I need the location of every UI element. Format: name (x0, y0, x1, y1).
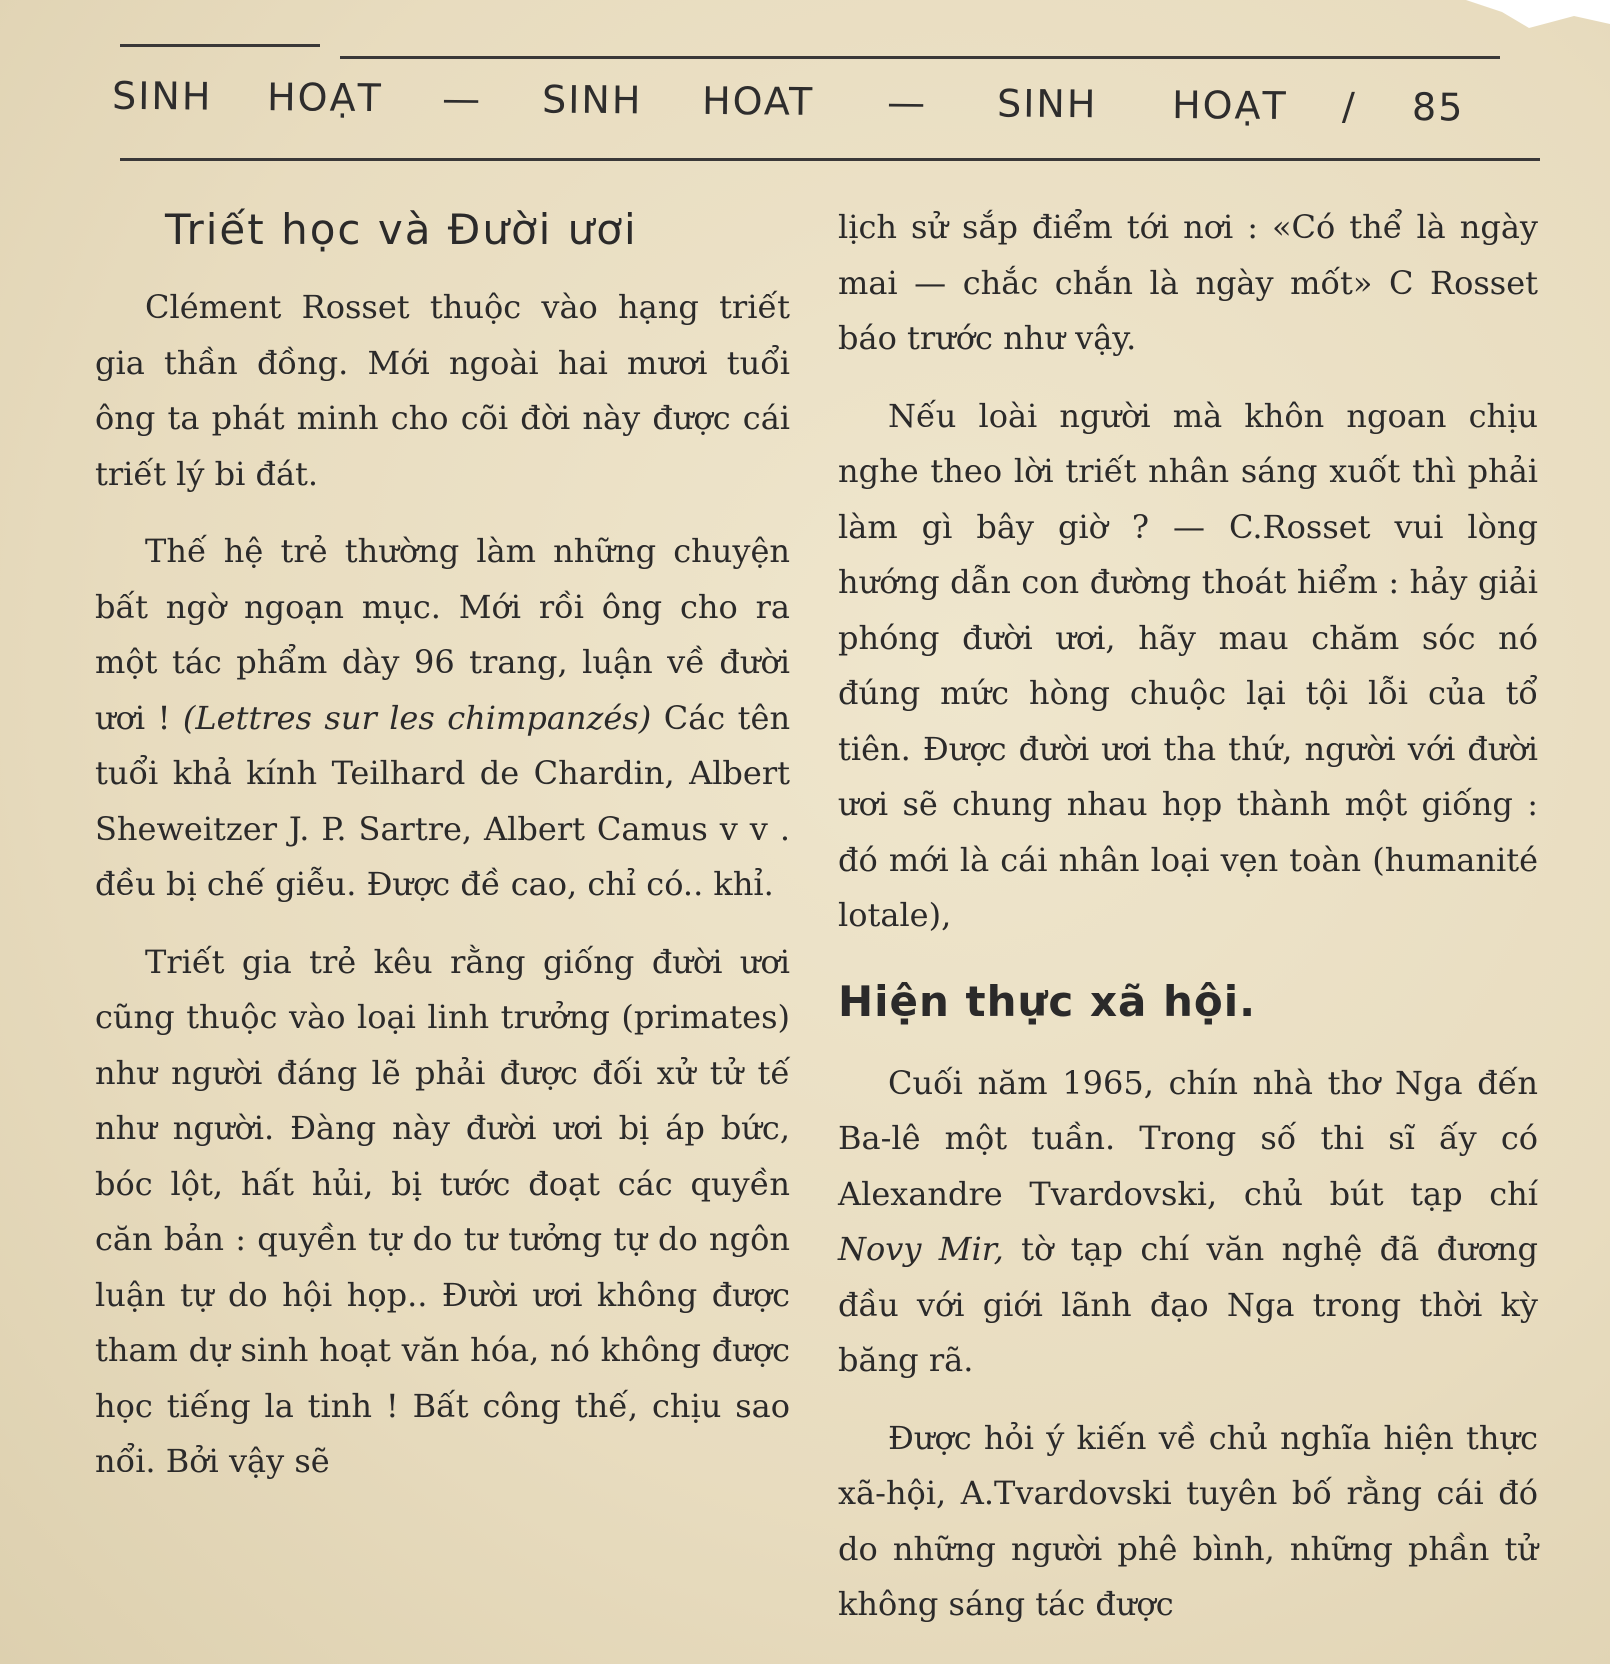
running-head-word: HOẠT (1171, 82, 1288, 128)
running-head-word: SINH (996, 81, 1098, 127)
running-head-word: HOAT (701, 78, 815, 124)
running-head-dash: — (441, 76, 483, 121)
running-head-word: HOẠT (266, 75, 383, 121)
page-number: 85 (1411, 85, 1465, 130)
running-head (112, 74, 1552, 147)
top-rule-long (340, 56, 1500, 59)
running-head-slash: / (1341, 84, 1358, 129)
top-rule-short (120, 44, 320, 47)
article-title: Triết học và Đười ươi (165, 205, 638, 254)
paragraph: Triết gia trẻ kêu rằng giống đười ươi cũng thuộc vào loại linh trưởng (primates) như người đáng lẽ phải được đối xử tử tế như người. Đàng này đười ươi bị áp bức, bóc lột, hất hủi, bị tước đoạt các quyền căn bản : quyền tự do tư tưởng tự do ngôn luận tự do hội họp.. Đười ươi không được tham dự sinh hoạt văn hóa, nó không được học tiếng la tinh ! Bất công thế, chịu sao nổi. Bởi vậy sẽ (95, 942, 790, 1480)
paragraph: Được hỏi ý kiến về chủ nghĩa hiện thực xã-hội, A.Tvardovski tuyên bố rằng cái đó do những người phê bình, những phần tử không sáng tác được (838, 1418, 1538, 1623)
paragraph-text: Thế hệ trẻ thường làm những chuyện bất ngờ ngoạn mục. Mới rồi ông cho ra một tác phẩm dày 96 trang, luận về đười ươi ! (95, 532, 790, 737)
head-bottom-rule (120, 158, 1540, 161)
running-head-word: SINH (541, 77, 643, 123)
paragraph-text: tờ tạp chí văn nghệ đã đương đầu với giới lãnh đạo Nga trong thời kỳ băng rã. (838, 1230, 1539, 1379)
paragraph: Nếu loài người mà khôn ngoan chịu nghe theo lời triết nhân sáng xuốt thì phải làm gì bây giờ ? — C.Rosset vui lòng hướng dẫn con đường thoát hiểm : hảy giải phóng đười ươi, hãy mau chăm sóc nó đúng mức hòng chuộc lại tội lỗi của tổ tiên. Được đười ươi tha thứ, người với đười ươi sẽ chung nhau họp thành một giống : đó mới là cái nhân loại vẹn toàn (humanité lotale), (838, 396, 1538, 934)
italic-title: (Lettres sur les chimpanzés) (182, 698, 652, 737)
paragraph-text: Các tên tuổi khả kính Teilhard de Chardin, Albert Sheweitzer J. P. Sartre, Albert Camus v v . đều bị chế giễu. Được đề cao, chỉ có.. khỉ. (95, 698, 791, 903)
paragraph-continued: lịch sử sắp điểm tới nơi : «Có thể là ngày mai — chắc chắn là ngày mốt» C Rosset báo trước như vậy. (838, 208, 1538, 357)
paragraph (95, 524, 790, 913)
running-head-dash: — (886, 80, 928, 125)
italic-title: Novy Mir, (838, 1230, 1004, 1268)
paragraph: Clément Rosset thuộc vào hạng triết gia thần đồng. Mới ngoài hai mươi tuổi ông ta phát minh cho cõi đời này được cái triết lý bi đát. (95, 288, 790, 493)
left-column (95, 200, 790, 1512)
right-column (838, 200, 1538, 1655)
paragraph-text: Cuối năm 1965, chín nhà thơ Nga đến Ba-lê một tuần. Trong số thi sĩ ấy có Alexandre Tvardovski, chủ bút tạp chí (838, 1063, 1538, 1213)
paragraph (838, 1056, 1538, 1389)
section-title: Hiện thực xã hội. (838, 976, 1257, 1026)
running-head-word: SINH (111, 73, 213, 119)
torn-corner (1430, 0, 1610, 40)
